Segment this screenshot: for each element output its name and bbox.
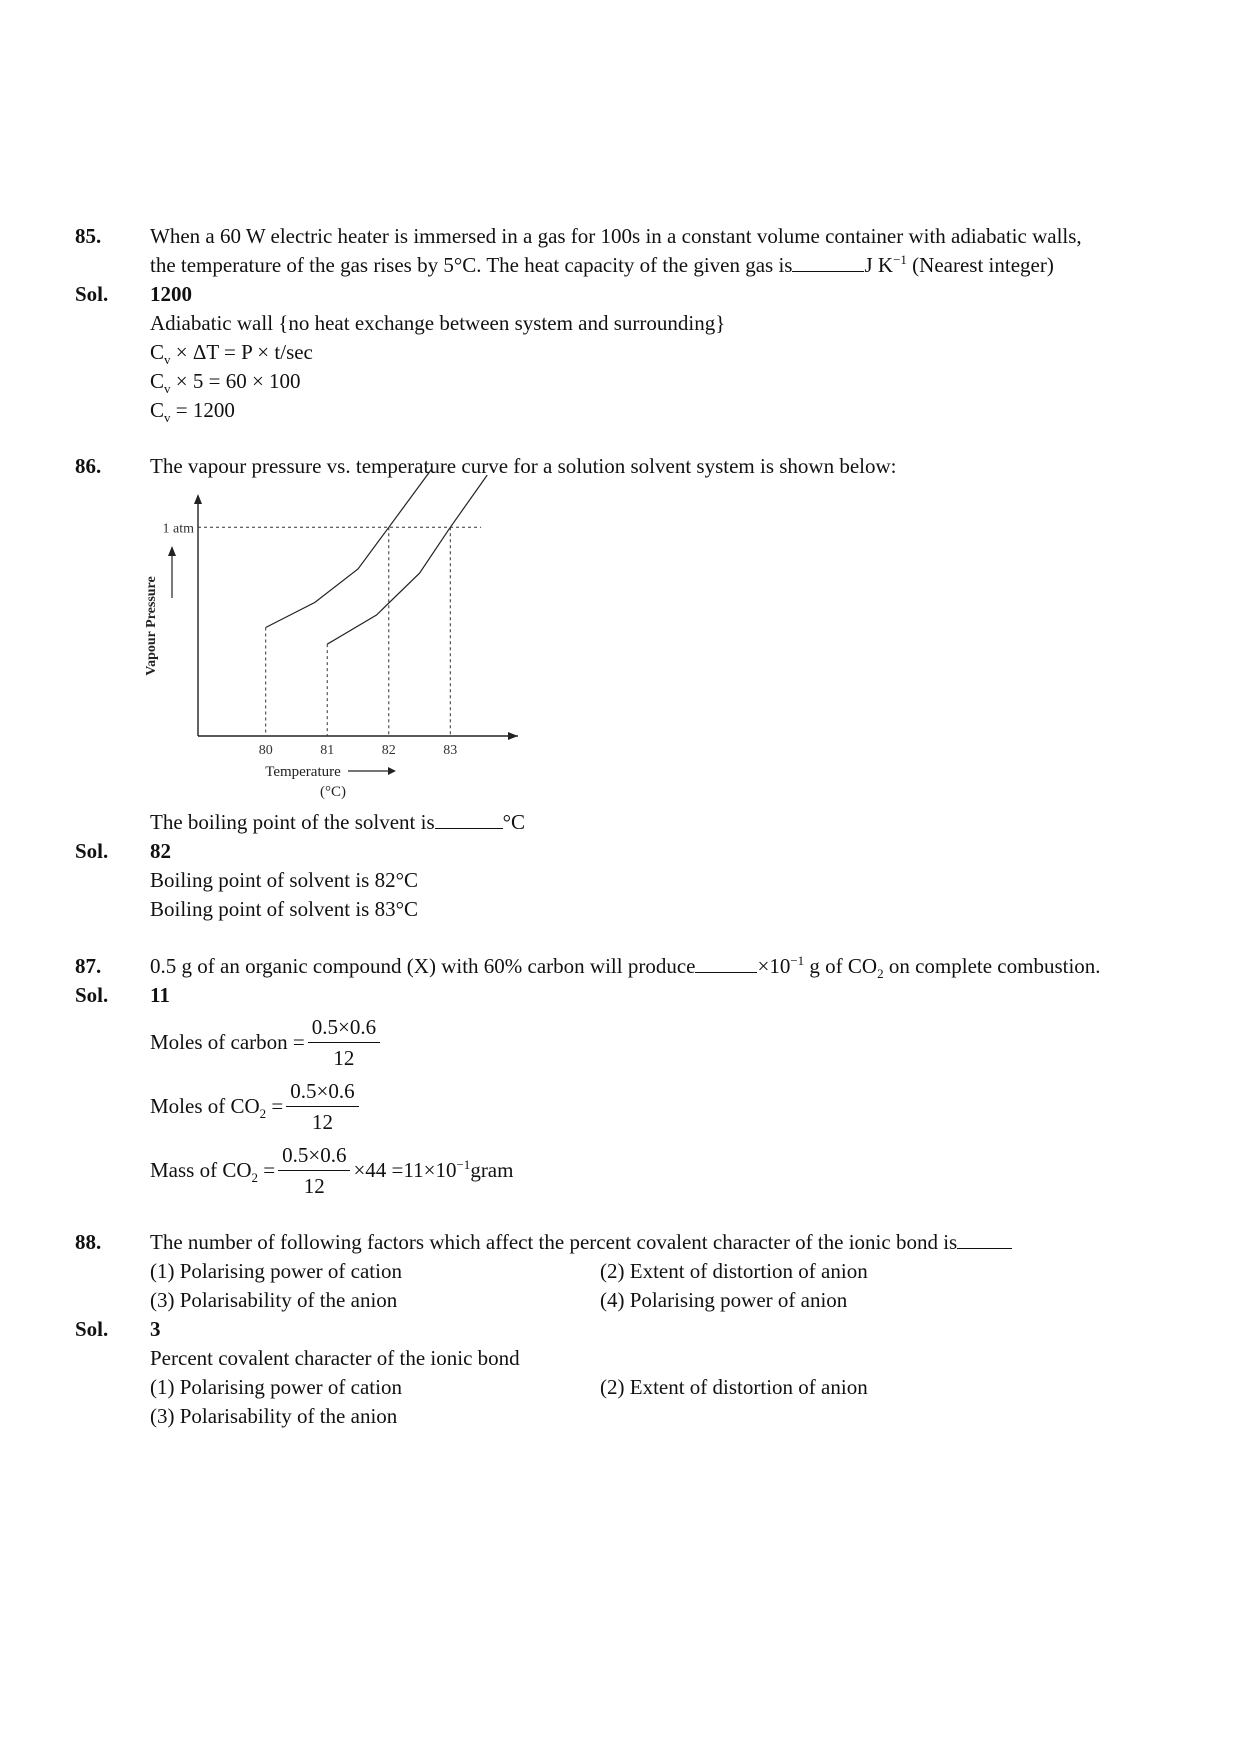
- question-number: 87.: [75, 954, 102, 978]
- x-tick-label: 82: [381, 743, 396, 758]
- question-text: 0.5 g of an organic compound (X) with 60% carbon will produce $\times 10^{-1}$ g of $CO_2$ on complete combustion.: [150, 953, 1101, 982]
- question-number: 86.: [75, 454, 102, 478]
- x-tick-label: 80: [258, 743, 273, 758]
- fraction: $\frac{0.5\times 0.6}{12}$: [278, 1140, 350, 1201]
- answer-blank: [957, 1230, 1012, 1249]
- answer-blank: [695, 954, 757, 973]
- solution-line: Boiling point of solvent is 82°C: [150, 868, 418, 892]
- answer-value: 1200: [150, 282, 192, 306]
- question-text: The vapour pressure vs. temperature curve for a solution solvent system is shown below:: [150, 454, 897, 478]
- solution-option-2: (2) Extent of distortion of anion: [600, 1375, 868, 1399]
- solution-line: Percent covalent character of the ionic bond: [150, 1346, 520, 1370]
- question-text-line-1: When a 60 W electric heater is immersed in a gas for 100s in a constant volume container with adiabatic walls,: [150, 224, 1082, 248]
- solution-options-row: [150, 1373, 1171, 1402]
- option-1: (1) Polarising power of cation: [150, 1259, 402, 1283]
- solution-option-3: (3) Polarisability of the anion: [150, 1404, 398, 1428]
- x-axis-unit: (°C): [320, 784, 346, 800]
- option-2: (2) Extent of distortion of anion: [600, 1259, 868, 1283]
- solution-label: Sol.: [75, 983, 109, 1007]
- answer-value: 3: [150, 1317, 161, 1341]
- question-text-line-2: the temperature of the gas rises by 5°C. The heat capacity of the given gas is J $K^{-1}$ (Nearest integer): [150, 252, 1054, 277]
- boiling-question: The boiling point of the solvent is °C: [150, 810, 526, 834]
- solution-label: Sol.: [75, 282, 109, 306]
- question-number: 85.: [75, 224, 102, 248]
- option-4: (4) Polarising power of anion: [600, 1288, 848, 1312]
- question-number: 88.: [75, 1230, 102, 1254]
- solution-line: Boiling point of solvent is 83°C: [150, 897, 418, 921]
- options-row: [150, 1286, 1171, 1315]
- question-text: The number of following factors which affect the percent covalent character of the ionic bond is: [150, 1228, 1171, 1257]
- solution-line: $C_v \times 5 = 60 \times 100$: [150, 369, 301, 397]
- fraction: $\frac{0.5\times 0.6}{12}$: [286, 1076, 358, 1137]
- x-tick-label: 81: [320, 743, 335, 758]
- answer-value: 11: [150, 983, 170, 1007]
- equation-moles-co2: Moles of $CO_2$ = $\frac{0.5\times 0.6}{12}$: [150, 1074, 1171, 1138]
- equation-mass-co2: Mass of $CO_2$ = $\frac{0.5\times 0.6}{12}$ $\times 44 =11\times 10^{-1}gram$: [150, 1138, 1171, 1202]
- solution-label: Sol.: [75, 1317, 109, 1341]
- vapour-pressure-chart: [144, 486, 528, 800]
- y-reference-label: 1 atm: [162, 521, 194, 537]
- solution-label: Sol.: [75, 839, 109, 863]
- solution-option-1: (1) Polarising power of cation: [150, 1375, 402, 1399]
- y-label-arrow-head: [168, 546, 176, 556]
- series-line-solution: [327, 475, 487, 644]
- solution-line: $C_v = 1200$: [150, 398, 235, 426]
- series-line-solvent: [266, 469, 432, 628]
- y-axis-arrow: [194, 494, 202, 504]
- solution-line: $C_v \times \Delta T = P \times t/\sec$: [150, 340, 313, 368]
- x-label-arrow-head: [388, 767, 396, 775]
- answer-value: 82: [150, 839, 171, 863]
- option-3: (3) Polarisability of the anion: [150, 1288, 398, 1312]
- y-axis-label: Vapour Pressure: [144, 576, 159, 676]
- fraction: $\frac{0.5\times 0.6}{12}$: [308, 1012, 380, 1073]
- equation-moles-carbon: Moles of carbon = $\frac{0.5\times 0.6}{12}$: [150, 1010, 1171, 1074]
- solution-line: Adiabatic wall {no heat exchange between system and surrounding}: [150, 311, 726, 335]
- x-tick-label: 83: [443, 743, 458, 758]
- answer-blank: [792, 253, 864, 272]
- answer-blank: [435, 810, 503, 829]
- x-axis-arrow: [508, 732, 518, 740]
- options-row: [150, 1257, 1171, 1286]
- x-axis-label: Temperature: [265, 764, 341, 780]
